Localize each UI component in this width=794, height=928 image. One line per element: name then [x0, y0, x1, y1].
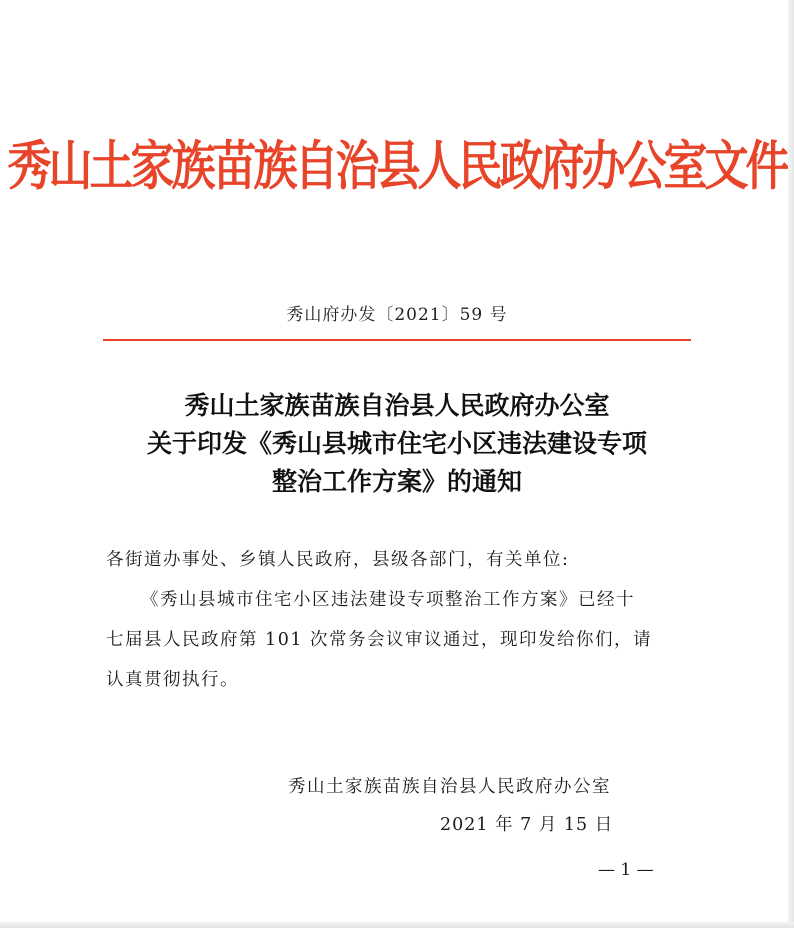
notice-title-line-3: 整治工作方案》的通知 — [271, 467, 522, 496]
page-bottom-edge-shadow — [0, 922, 794, 928]
body-paragraph-line-2: 七届县人民政府第 101 次常务会议审议通过，现印发给你们，请 — [106, 630, 653, 650]
page-number: — 1 — — [598, 860, 654, 880]
notice-title — [0, 387, 794, 501]
body-paragraph-line-1: 《秀山县城市住宅小区违法建设专项整治工作方案》已经十 — [141, 590, 635, 610]
issue-date: 2021 年 7 月 15 日 — [440, 815, 614, 835]
addressee-line: 各街道办事处、乡镇人民政府，县级各部门，有关单位: — [106, 550, 570, 570]
issuer-signature: 秀山土家族苗族自治县人民政府办公室 — [288, 777, 611, 797]
document-number: 秀山府办发〔2021〕59 号 — [286, 305, 508, 325]
body-paragraph-line-3: 认真贯彻执行。 — [106, 670, 239, 690]
body-text — [106, 540, 692, 700]
red-separator-line — [103, 339, 691, 341]
notice-title-line-2: 关于印发《秀山县城市住宅小区违法建设专项 — [146, 429, 647, 458]
page-right-edge-shadow — [788, 0, 794, 928]
notice-title-line-1: 秀山土家族苗族自治县人民政府办公室 — [184, 391, 610, 420]
red-header-title: 秀山土家族苗族自治县人民政府办公室文件 — [7, 135, 787, 197]
